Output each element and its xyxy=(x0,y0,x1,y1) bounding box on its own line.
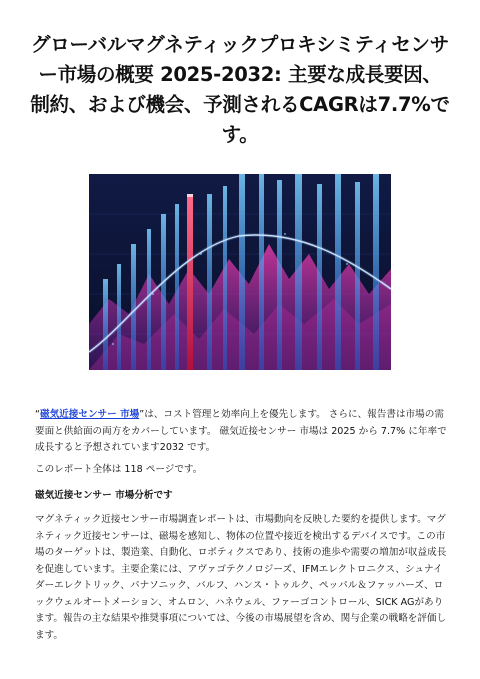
intro-paragraph xyxy=(35,407,447,457)
intro-rest: ”は、コスト管理と効率向上を優先します。 さらに、報告書は市場の需要面と供給面の両方をカバーしています。 磁気近接センサー 市場は 2025 から 7.7% に年率で成長すると予想されています2032 です。 xyxy=(35,409,447,453)
market-link[interactable]: 磁気近接センサー 市場 xyxy=(39,409,140,420)
section-heading: 磁気近接センサー 市場分析です xyxy=(35,490,173,501)
market-chart-image xyxy=(89,174,391,370)
open-quote: “ xyxy=(35,409,40,420)
page-count-note: このレポート全体は 118 ページです。 xyxy=(35,464,203,475)
analysis-paragraph: マグネティック近接センサー市場調査レポートは、市場動向を反映した要約を提供します。マグネティック近接センサーは、磁場を感知し、物体の位置や接近を検出するデバイスです。この市場のターゲットは、製造業、自動化、ロボティクスであり、技術の進歩や需要の増加が収益成長を促進しています。主要企業には、アヴァゴテクノロジーズ、IFMエレクトロニクス、シュナイダーエレクトリック、パナソニック、バルフ、ハンス・トゥルク、ペッパル＆ファッハーズ、ロックウェルオートメーション、オムロン、ハネウェル、ファーゴコントロール、SICK AGがあります。報告の主な結果や推奨事項については、今後の市場展望を含め、関与企業の戦略を評価します。 xyxy=(35,514,447,641)
page-title: グローバルマグネティックプロキシミティセンサー市場の概要 2025-2032: 主要な成長要因、制約、および機会、予測されるCAGRは7.7%です。 xyxy=(30,33,450,146)
